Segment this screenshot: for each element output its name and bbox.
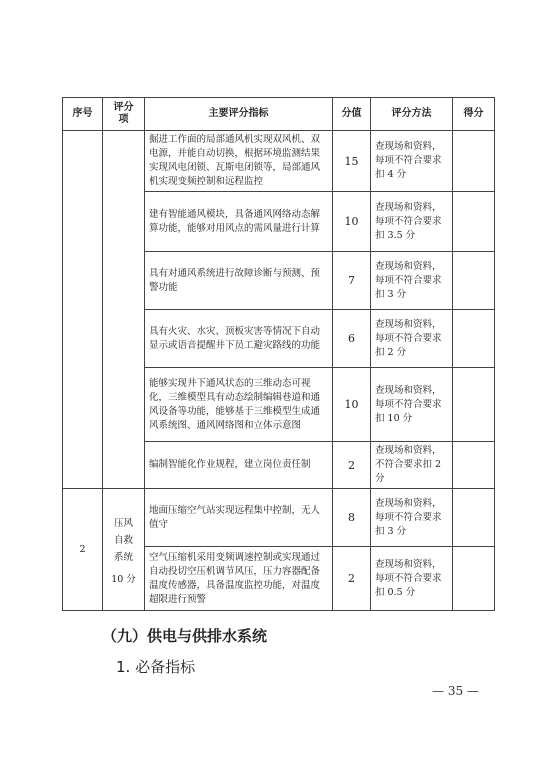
item-cell-blank [103,131,145,489]
method-cell: 查现场和资料，每项不符合要求扣 3 分 [371,489,453,547]
method-cell: 查现场和资料，每项不符合要求扣 2 分 [371,310,453,368]
table-row [63,131,495,192]
points-cell [453,489,495,547]
points-cell [453,368,495,442]
criteria-cell: 具有火灾、水灾、顶板灾害等情况下自动显示或语音提醒井下员工避灾路线的功能 [145,310,333,368]
item-label-line: 自救 [113,535,133,546]
criteria-cell: 空气压缩机采用变频调速控制或实现通过自动投切空压机调节风压，压力容器配备温度传感器，具备温度监控功能，对温度超限进行预警 [145,547,333,611]
item-label-line: 系统 [113,552,133,563]
method-cell: 查现场和资料，每项不符合要求扣 3.5 分 [371,192,453,252]
header-criteria: 主要评分指标 [145,98,333,131]
criteria-cell: 编制智能化作业规程，建立岗位责任制 [145,442,333,489]
seq-cell-blank [63,131,103,489]
item-cell [103,489,145,611]
header-points: 得分 [453,98,495,131]
score-cell: 7 [333,252,371,310]
table-header-row [63,98,495,131]
score-cell: 2 [333,547,371,611]
header-method: 评分方法 [371,98,453,131]
item-label-line: 压风 [113,518,133,529]
subsection-heading: 1. 必备指标 [116,658,196,676]
points-cell [453,192,495,252]
score-cell: 10 [333,368,371,442]
page-number: — 35 — [432,684,479,698]
method-cell: 查现场和资料，不符合要求扣 2 分 [371,442,453,489]
score-cell: 2 [333,442,371,489]
points-cell [453,310,495,368]
method-cell: 查现场和资料，每项不符合要求扣 4 分 [371,131,453,192]
score-cell: 6 [333,310,371,368]
item-score: 10 分 [111,574,136,585]
criteria-cell: 建有智能通风模块，具备通风网络动态解算功能，能够对用风点的需风量进行计算 [145,192,333,252]
header-seq: 序号 [63,98,103,131]
score-cell: 10 [333,192,371,252]
criteria-cell: 能够实现井下通风状态的三维动态可视化，三维模型具有动态绘制编辑巷道和通风设备等功能，能够基于三维模型生成通风系统图、通风网络图和立体示意图 [145,368,333,442]
header-item: 评分 项 [103,98,145,131]
table-row [63,489,495,547]
points-cell [453,547,495,611]
points-cell [453,131,495,192]
seq-cell: 2 [63,489,103,611]
score-cell: 15 [333,131,371,192]
criteria-cell: 地面压缩空气站实现远程集中控制，无人值守 [145,489,333,547]
method-cell: 查现场和资料，每项不符合要求扣 10 分 [371,368,453,442]
criteria-cell: 具有对通风系统进行故障诊断与预测、预警功能 [145,252,333,310]
points-cell [453,442,495,489]
section-heading: （九）供电与供排水系统 [102,627,268,645]
criteria-cell: 掘进工作面的局部通风机实现双风机、双电源，并能自动切换，根据环境监测结果实现风电闭锁、瓦斯电闭锁等，局部通风机实现变频控制和远程监控 [145,131,333,192]
score-cell: 8 [333,489,371,547]
points-cell [453,252,495,310]
method-cell: 查现场和资料，每项不符合要求扣 0.5 分 [371,547,453,611]
method-cell: 查现场和资料，每项不符合要求扣 3 分 [371,252,453,310]
scoring-table [62,97,495,611]
header-score: 分值 [333,98,371,131]
